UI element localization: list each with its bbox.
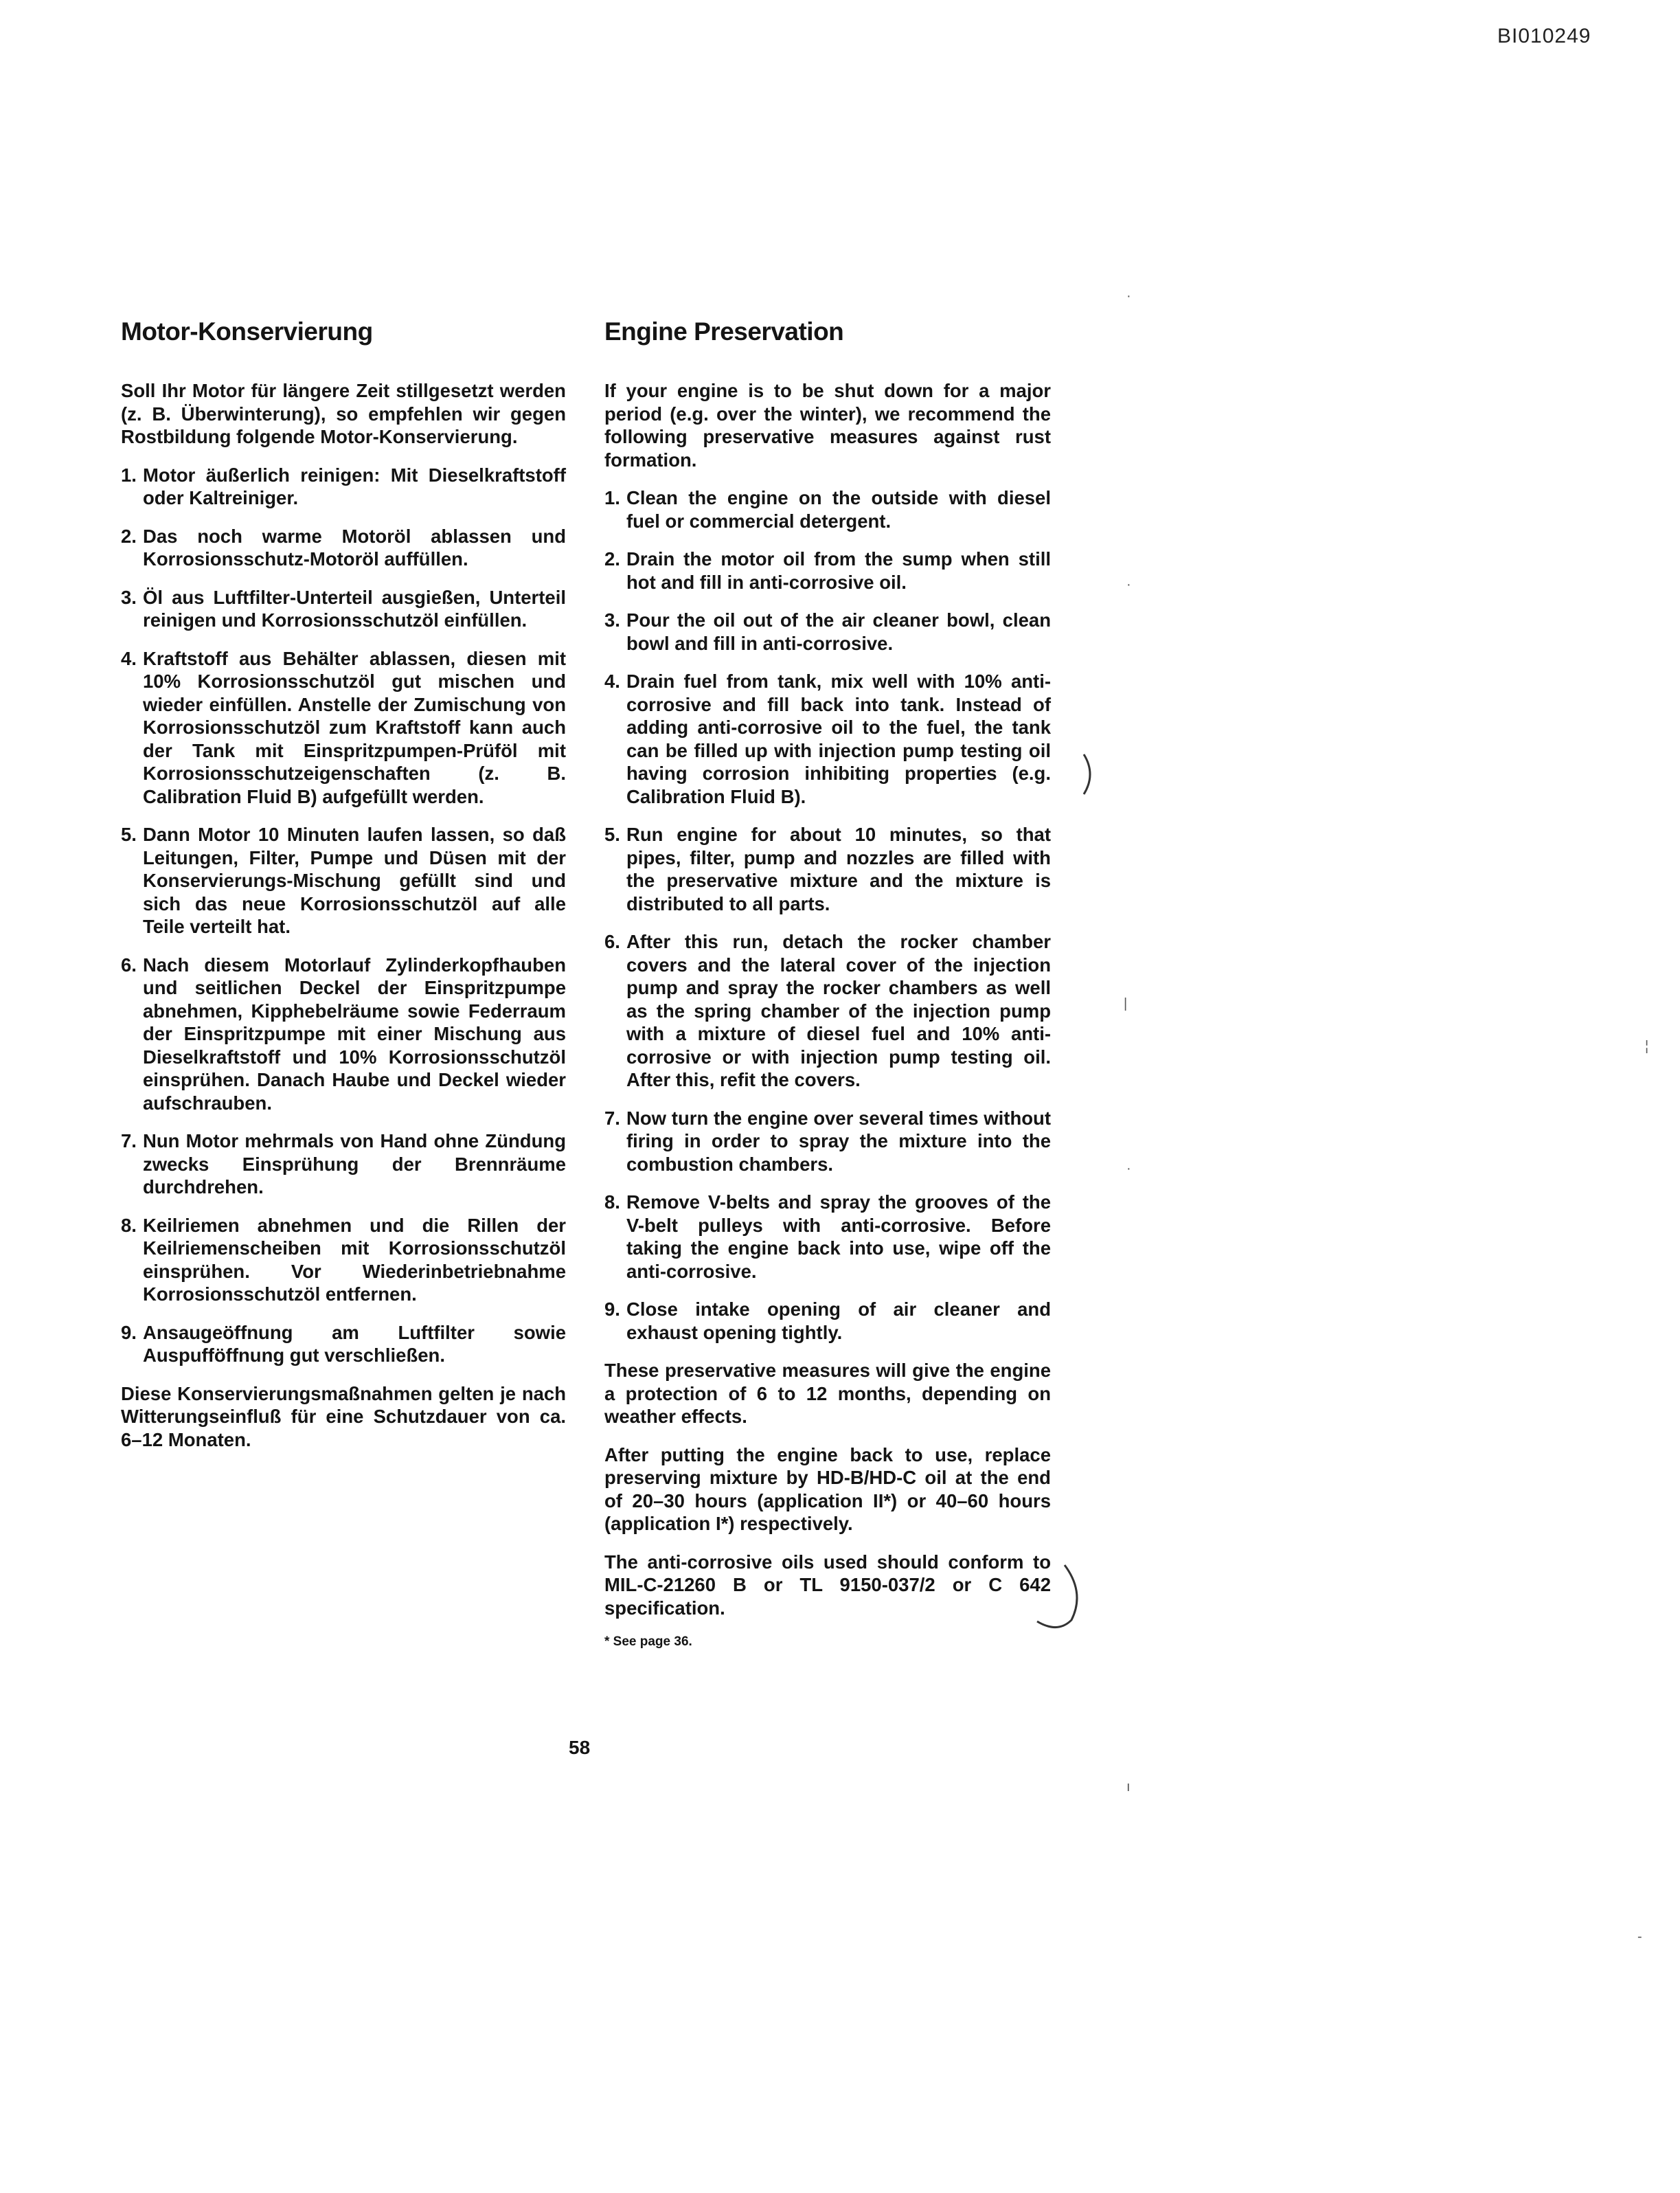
handwritten-paren-mark	[1078, 750, 1099, 798]
scan-dot-mark: -	[1637, 1929, 1642, 1944]
scan-tick-mark: |	[1124, 996, 1128, 1011]
german-steps-list	[121, 464, 566, 1367]
list-item	[604, 486, 1051, 532]
step-text: Nun Motor mehrmals von Hand ohne Zündung zwecks Einsprühung der Brennräume durchdrehen.	[143, 1130, 566, 1197]
english-duration-paragraph: These preservative measures will give the engine a protection of 6 to 12 months, depending on weather effects.	[604, 1360, 1051, 1427]
step-number: 5.	[604, 824, 620, 845]
scan-dot-mark: ·	[1126, 577, 1131, 592]
step-text: Das noch warme Motoröl ablassen und Korrosionsschutz-Motoröl auffüllen.	[143, 525, 566, 570]
list-item	[121, 464, 566, 510]
german-column	[121, 317, 566, 1466]
list-item	[604, 823, 1051, 915]
english-column	[604, 317, 1051, 1650]
step-text: Motor äußerlich reinigen: Mit Dieselkraftstoff oder Kaltreiniger.	[143, 464, 566, 508]
list-item	[121, 823, 566, 938]
list-item	[121, 586, 566, 632]
step-number: 6.	[121, 954, 137, 976]
list-item	[604, 1191, 1051, 1283]
step-text: Kraftstoff aus Behälter ablassen, diesen mit 10% Korrosionsschutzöl gut mischen und wieder einfüllen. Anstelle der Zumischung von Korrosionsschutzöl zum Kraftstoff kann auch der Tank mit Einspritzpumpen-Prüföl mit Korrosionsschutzeigenschaften (z. B. Calibration Fluid B) aufgefüllt werden.	[143, 647, 566, 807]
list-item	[121, 647, 566, 809]
footnote: * See page 36.	[604, 1634, 692, 1649]
step-number: 8.	[604, 1191, 620, 1213]
scan-dot-mark: ·	[1126, 289, 1131, 304]
list-item	[121, 1214, 566, 1306]
step-number: 3.	[121, 586, 137, 608]
step-number: 1.	[121, 464, 137, 486]
step-number: 4.	[604, 671, 620, 692]
list-item	[604, 930, 1051, 1092]
step-number: 3.	[604, 609, 620, 631]
step-number: 9.	[604, 1298, 620, 1320]
list-item	[121, 525, 566, 571]
step-number: 8.	[121, 1214, 137, 1236]
step-text: Close intake opening of air cleaner and exhaust opening tightly.	[626, 1298, 1051, 1343]
step-number: 1.	[604, 487, 620, 508]
english-heading: Engine Preservation	[604, 317, 844, 346]
page-number: 58	[569, 1737, 591, 1758]
scan-dot-mark: ·	[1126, 1161, 1131, 1176]
list-item	[604, 670, 1051, 808]
step-text: Öl aus Luftfilter-Unterteil ausgießen, Unterteil reinigen und Korrosionsschutzöl einfüllen.	[143, 586, 566, 631]
step-text: Run engine for about 10 minutes, so that pipes, filter, pump and nozzles are filled with the preservative mixture and the mixture is distributed to all parts.	[626, 824, 1051, 914]
list-item	[604, 1107, 1051, 1176]
step-number: 7.	[121, 1130, 137, 1151]
english-steps-list	[604, 486, 1051, 1344]
english-spec-paragraph: The anti-corrosive oils used should conform to MIL-C-21260 B or TL 9150-037/2 or C 642 specification.	[604, 1551, 1051, 1619]
list-item	[604, 548, 1051, 594]
list-item	[121, 954, 566, 1115]
step-number: 9.	[121, 1321, 137, 1343]
step-text: Ansaugeöffnung am Luftfilter sowie Auspufföffnung gut verschließen.	[143, 1321, 566, 1366]
step-text: Nach diesem Motorlauf Zylinderkopfhauben und seitlichen Deckel der Einspritzpumpe abnehmen, Kipphebelräume sowie Federraum der Einspritzpumpe mit einer Mischung aus Dieselkraftstoff und 10% Korrosionsschutzöl einsprühen. Danach Haube und Deckel wieder aufschrauben.	[143, 954, 566, 1114]
step-number: 6.	[604, 931, 620, 952]
step-text: Dann Motor 10 Minuten laufen lassen, so daß Leitungen, Filter, Pumpe und Düsen mit der Konservierungs-Mischung gefüllt sind und sich das neue Korrosionsschutzöl auf alle Teile verteilt hat.	[143, 824, 566, 937]
handwritten-bracket-mark	[1023, 1558, 1085, 1634]
step-text: Now turn the engine over several times without firing in order to spray the mixture into the combustion chambers.	[626, 1107, 1051, 1175]
english-after-use-paragraph: After putting the engine back to use, replace preserving mixture by HD-B/HD-C oil at the end of 20–30 hours (application II*) or 40–60 hours (application I*) respectively.	[604, 1443, 1051, 1534]
scan-tick-mark: ¦	[1645, 1039, 1649, 1054]
step-text: Drain fuel from tank, mix well with 10% anti-corrosive and fill back into tank. Instead of adding anti-corrosive oil to the fuel, the tank can be filled up with injection pump testing oil having corrosion inhibiting properties (e.g. Calibration Fluid B).	[626, 671, 1051, 807]
step-number: 2.	[121, 525, 137, 547]
step-text: After this run, detach the rocker chamber covers and the lateral cover of the injection pump and spray the rocker chambers as well as the spring chamber of the injection pump with a mixture of diesel fuel and 10% anti-corrosive or with injection pump testing oil. After this, refit the covers.	[626, 931, 1051, 1090]
list-item	[121, 1129, 566, 1199]
list-item	[121, 1321, 566, 1367]
step-text: Pour the oil out of the air cleaner bowl, clean bowl and fill in anti-corrosive.	[626, 609, 1051, 654]
english-intro: If your engine is to be shut down for a major period (e.g. over the winter), we recommend the following preservative measures against rust formation.	[604, 380, 1051, 471]
step-number: 2.	[604, 548, 620, 570]
scan-tick-mark: ı	[1126, 1779, 1131, 1795]
step-text: Keilriemen abnehmen und die Rillen der Keilriemenscheiben mit Korrosionsschutzöl einsprühen. Vor Wiederinbetriebnahme Korrosionsschutzöl entfernen.	[143, 1214, 566, 1305]
german-heading: Motor-Konservierung	[121, 317, 373, 346]
step-text: Drain the motor oil from the sump when still hot and fill in anti-corrosive oil.	[626, 548, 1051, 593]
german-closing: Diese Konservierungsmaßnahmen gelten je nach Witterungseinfluß für eine Schutzdauer von ca. 6–12 Monaten.	[121, 1382, 566, 1450]
step-number: 7.	[604, 1107, 620, 1129]
list-item	[604, 609, 1051, 655]
step-number: 5.	[121, 824, 137, 845]
step-text: Remove V-belts and spray the grooves of the V-belt pulleys with anti-corrosive. Before taking the engine back into use, wipe off the anti-corrosive.	[626, 1191, 1051, 1282]
german-intro: Soll Ihr Motor für längere Zeit stillgesetzt werden (z. B. Überwinterung), so empfehlen wir gegen Rostbildung folgende Motor-Konservierung.	[121, 380, 566, 447]
step-number: 4.	[121, 647, 137, 669]
document-id: BI010249	[1497, 25, 1591, 47]
list-item	[604, 1298, 1051, 1344]
step-text: Clean the engine on the outside with diesel fuel or commercial detergent.	[626, 487, 1051, 532]
